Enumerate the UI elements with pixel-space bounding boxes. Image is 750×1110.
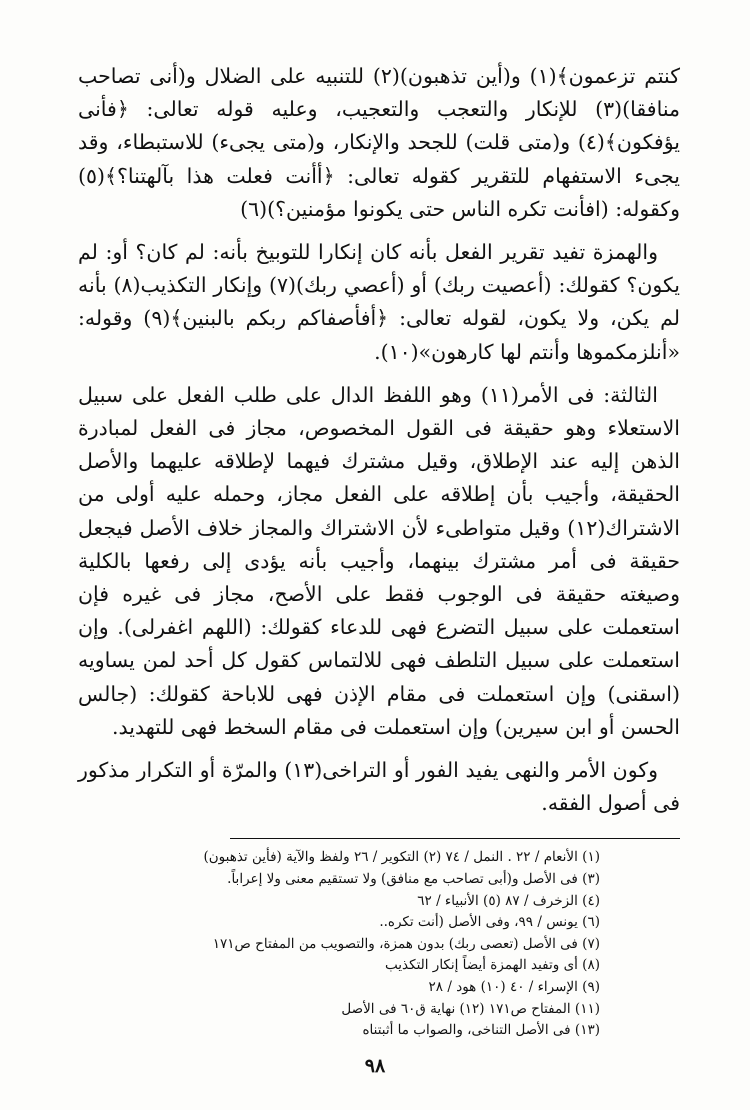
footnote-line: (٧) فى الأصل (تعصى ربك) بدون همزة، والتصويب من المفتاح ص١٧١	[212, 935, 600, 952]
footnotes	[78, 847, 680, 1041]
footnote-line: (٦) يونس / ٩٩، وفى الأصل (أنت تكره..	[379, 914, 600, 931]
footnote-line: (٣) فى الأصل و(أبى تصاحب مع منافق) ولا تستقيم معنى ولا إعراباً.	[227, 871, 600, 888]
footnote-divider	[230, 838, 680, 839]
footnote-line: (١) الأنعام / ٢٢ . النمل / ٧٤ (٢) التكوير / ٢٦ ولفظ والآية (فأين تذهبون)	[203, 849, 600, 866]
page-number: ٩٨	[364, 1055, 386, 1077]
footnote-line: (٩) الإسراء / ٤٠ (١٠) هود / ٢٨	[428, 979, 600, 996]
paragraph-4: وكون الأمر والنهى يفيد الفور أو التراخى(١٣) والمرّة أو التكرار مذكور فى أصول الفقه.	[78, 758, 680, 816]
footnote-line: (٨) أى وتفيد الهمزة أيضاً إنكار التكذيب	[385, 957, 600, 974]
footnote-line: (١١) المفتاح ص١٧١ (١٢) نهاية ق٦٠ فى الأصل	[341, 1000, 600, 1017]
paragraph-1: كنتم تزعمون﴾(١) و(أين تذهبون)(٢) للتنبيه على الضلال و(أنى تصاحب منافقا)(٣) للإنكار والتعجب والتعجيب، وعليه قوله تعالى: ﴿فأنى يؤفكون﴾(٤) و(متى قلت) للجحد والإنكار، و(متى يجىء) للاستبطاء، وقد يجىء الاستفهام للتقرير كقوله تعالى: ﴿أأنت فعلت هذا بآلهتنا؟﴾(٥) وكقوله: (افأنت تكره الناس حتى يكونوا مؤمنين؟)(٦)	[78, 64, 680, 221]
footnote-line: (٤) الزخرف / ٨٧ (٥) الأنبياء / ٦٢	[417, 892, 600, 909]
footnote-line: (١٣) فى الأصل التناخى، والصواب ما أثبتناه	[362, 1022, 600, 1039]
paragraph-3: الثالثة: فى الأمر(١١) وهو اللفظ الدال على طلب الفعل على سبيل الاستعلاء وهو حقيقة فى القول المخصوص، مجاز فى الفعل لمبادرة الذهن إليه عند الإطلاق، وقيل مشترك فيهما لإطلاقه عليهما والأصل الحقيقة، وأجيب بأن إطلاقه على الفعل مجاز، وحمله عليه أولى من الاشتراك(١٢) وقيل متواطىء لأن الاشتراك والمجاز خلاف الأصل فيجعل حقيقة فى أمر مشترك بينهما، وأجيب بأنه يؤدى إلى رفعها بالكلية وصيغته حقيقة فى الوجوب فقط على الأصح، مجاز فى غيره فإن استعملت على سبيل التضرع فهى للدعاء كقولك: (اللهم اغفرلى). وإن استعملت على سبيل التلطف فهى للالتماس كقول كل أحد لمن يساويه (اسقنى) وإن استعملت فى مقام الإذن فهى للاباحة كقولك: (جالس الحسن أو ابن سيرين) وإن استعملت فى مقام السخط فهى للتهديد.	[78, 382, 680, 739]
body-text	[78, 60, 680, 820]
paragraph-2: والهمزة تفيد تقرير الفعل بأنه كان إنكارا للتوبيخ بأنه: لم كان؟ أو: لم يكون؟ كقولك: (أعصيت ربك) أو (أعصي ربك)(٧) وإنكار التكذيب(٨) بأنه لم يكن، ولا يكون، لقوله تعالى: ﴿أفأصفاكم ربكم بالبنين﴾(٩) وقوله: «أنلزمكموها وأنتم لها كارهون»(١٠).	[78, 240, 680, 364]
